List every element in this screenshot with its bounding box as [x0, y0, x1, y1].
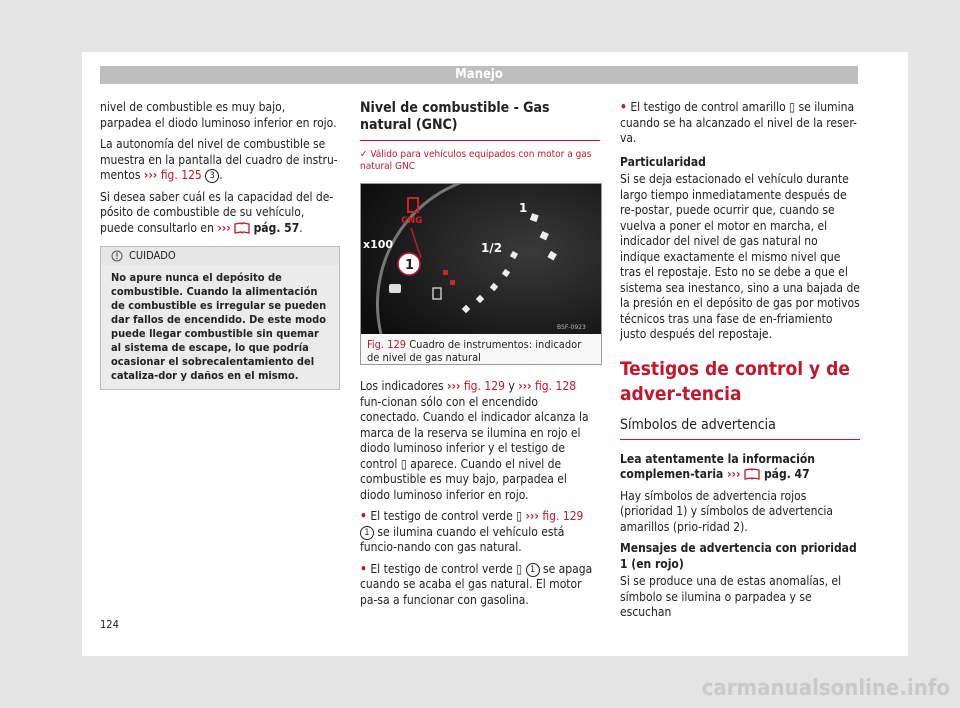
column-3	[620, 100, 860, 627]
callout-number: 1	[526, 563, 540, 577]
callout-number: 1	[360, 526, 374, 540]
bullet-item: • El testigo de control amarillo ▯ se ilumina cuando se ha alcanzado el nivel de la reser-va.	[620, 100, 857, 145]
paragraph: La autonomía del nivel de combustible se muestra en la pantalla del cuadro de instru-mentos ››› fig. 125 3 .	[100, 137, 338, 182]
column-1	[100, 100, 340, 390]
book-icon	[234, 222, 250, 234]
subheading: Mensajes de advertencia con prioridad 1 (en rojo)	[620, 541, 857, 571]
paragraph: Los indicadores ››› fig. 129 y ››› fig. 128 fun-cionan sólo con el encendido conectado. Cuando el indicador alcanza la marca de la reserva se ilumina en rojo el diodo luminoso inferior y el testigo de control ▯ aparece. Cuando el nivel de combustible es muy bajo, parpadea el diodo luminoso inferior en rojo.	[360, 379, 589, 502]
warning-circle-icon	[111, 250, 123, 262]
paragraph: Si desea saber cuál es la capacidad del de-pósito de combustible de su vehículo, puede consultarlo en ››› pág. 57.	[100, 189, 334, 235]
ref-arrow-icon: ›››	[143, 168, 158, 182]
section-heading: Nivel de combustible - Gas natural (GNC)	[360, 100, 600, 141]
figure-number: Fig. 129	[367, 338, 407, 351]
ref-arrow-icon: ›››	[518, 379, 532, 393]
fuel-yellow-icon: ▯	[789, 100, 796, 114]
figure-link[interactable]: fig. 128	[534, 379, 577, 393]
cng-warning-icon: ▯	[400, 456, 407, 471]
figure-link[interactable]: fig. 129	[542, 509, 584, 523]
gauge-label: x100	[363, 238, 394, 251]
bullet-icon: •	[360, 561, 367, 576]
caution-header	[101, 247, 339, 265]
figure-callout: 1	[405, 258, 415, 273]
validity-note: ✓ Válido para vehículos equipados con motor a gas natural GNC	[360, 149, 592, 172]
svg-text:CNG: CNG	[401, 216, 423, 226]
paragraph: Lea atentamente la información complemen-taria ››› pág. 47	[620, 451, 815, 481]
page-link[interactable]: pág. 57	[253, 220, 300, 235]
callout-number: 3	[205, 169, 219, 183]
subheading: Particularidad	[620, 154, 706, 169]
cng-green-icon: ▯	[516, 509, 523, 523]
bullet-item: • El testigo de control verde ▯ ››› fig. 129 1 se ilumina cuando el vehículo está funcio-nando con gas natural.	[360, 509, 584, 554]
paragraph: nivel de combustible es muy bajo, parpadea el diodo luminoso inferior en rojo.	[100, 100, 337, 130]
paragraph: Si se deja estacionado el vehículo durante largo tiempo inmediatamente después de re-postar, puede ocurrir que, cuando se vuelva a poner el motor en marcha, el indicador del nivel de gas natural no indique exactamente el mismo nivel que tras el repostaje. Esto no se debe a que el sistema sea inestanco, sino a una bajada de la presión en el depósito de gas por motivos técnicos tras una fase de en-friamiento justo después del repostaje.	[620, 172, 860, 341]
book-icon	[744, 468, 760, 480]
section-header: Manejo	[100, 66, 858, 84]
caution-text: No apure nunca el depósito de combustible. Cuando la alimentación de combustible es irregular se pueden dar fallos de encendido. De este modo puede llegar combustible sin quemar al sistema de escape, lo que podría ocasionar el sobrecalentamiento del cataliza-dor y daños en el mismo.	[101, 265, 339, 389]
figure-code: B5F-0923	[557, 324, 586, 331]
check-icon: ✓	[360, 149, 368, 160]
gauge-label: 1	[519, 201, 528, 215]
ref-arrow-icon: ›››	[727, 467, 741, 481]
page-number: 124	[100, 618, 119, 631]
caution-box	[100, 246, 340, 390]
bullet-icon: •	[620, 100, 627, 114]
figure-link[interactable]: fig. 129	[463, 379, 505, 393]
caution-title: CUIDADO	[129, 249, 176, 262]
figure-caption	[361, 334, 601, 368]
caption-text: Cuadro de instrumentos: indicador de nivel de gas natural	[367, 338, 582, 364]
ref-arrow-icon: ›››	[217, 220, 231, 235]
ref-arrow-icon: ›››	[447, 379, 461, 393]
page-link[interactable]: pág. 47	[763, 467, 810, 481]
paragraph: Hay símbolos de advertencia rojos (prioridad 1) y símbolos de advertencia amarillos (prio-ridad 2).	[620, 488, 834, 534]
figure-129	[360, 183, 602, 365]
cng-green-icon: ▯	[516, 561, 523, 576]
figure-link[interactable]: fig. 125	[160, 168, 202, 182]
gauge-label: 1/2	[481, 241, 503, 255]
chapter-heading: Testigos de control y de adver-tencia	[620, 357, 850, 405]
bullet-icon: •	[360, 509, 367, 523]
watermark: carmanualsonline.info	[701, 676, 950, 701]
ref-arrow-icon: ›››	[525, 509, 539, 523]
column-2	[360, 100, 600, 614]
instrument-cluster-image	[361, 184, 601, 334]
bullet-item: • El testigo de control verde ▯ 1 se apaga cuando se acaba el gas natural. El motor pa-sa a funcionar con gasolina.	[360, 561, 593, 607]
paragraph: Si se produce una de estas anomalías, el símbolo se ilumina o parpadea y se escuchan	[620, 574, 842, 619]
section-heading: Símbolos de advertencia	[620, 417, 860, 440]
